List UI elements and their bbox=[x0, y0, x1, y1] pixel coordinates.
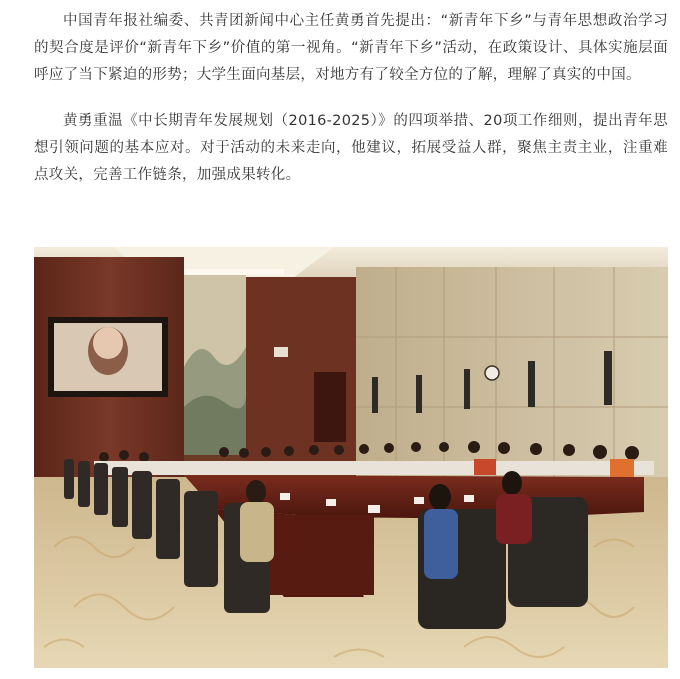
meeting-room-photo bbox=[34, 247, 668, 668]
article-paragraph: 中国青年报社编委、共青团新闻中心主任黄勇首先提出：“新青年下乡”与青年思想政治学习的契合度是评价“新青年下乡”价值的第一视角。“新青年下乡”活动，在政策设计、具体实施层面呼应了当下紧迫的形势；大学生面向基层，对地方有了较全方位的了解，理解了真实的中国。 bbox=[34, 13, 668, 83]
article-paragraph: 黄勇重温《中长期青年发展规划（2016-2025）》的四项举措、20项工作细则，提出青年思想引领问题的基本应对。对于活动的未来走向，他建议，拓展受益人群，聚焦主责主业，注重难点攻关，完善工作链条，加强成果转化。 bbox=[34, 113, 668, 183]
article-body bbox=[34, 8, 668, 189]
